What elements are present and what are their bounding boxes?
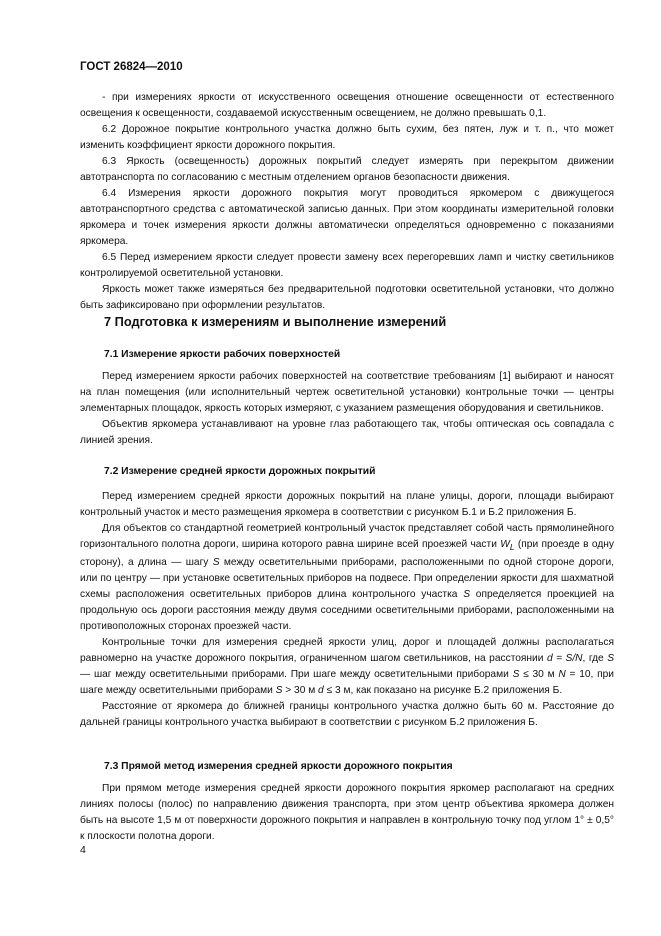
paragraph-6-5: 6.5 Перед измерением яркости следует провести замену всех перегоревших ламп и чистку светильников контролируемой осветительной установки.	[80, 252, 614, 279]
paragraph-7-1-2: Объектив яркомера устанавливают на уровне глаз работающего так, чтобы оптическая ось совпадала с линией зрения.	[80, 419, 614, 446]
subsection-7-2-body	[80, 489, 614, 731]
paragraph-6-4: 6.4 Измерения яркости дорожного покрытия могут проводиться яркомером с движущегося автотранспортного средства с автоматической записью данных. При этом координаты измерительной головки яркомера и точек измерения яркости должны автоматически определяться одновременно с показаниями яркомера.	[80, 188, 614, 247]
paragraph-6-5-note: Яркость может также измеряться без предварительной подготовки осветительной установки, что должно быть зафиксировано при оформлении результатов.	[80, 284, 614, 311]
subsection-7-3-title: 7.3 Прямой метод измерения средней яркости дорожного покрытия	[104, 761, 453, 772]
subsection-7-1-body	[80, 369, 614, 449]
paragraph-7-2-1: Перед измерением средней яркости дорожных покрытий на плане улицы, дороги, площади выбирают контрольный участок и место размещения яркомера в соответствии с рисунком Б.1 и Б.2 приложения Б.	[80, 491, 614, 518]
subsection-7-3-body	[80, 781, 614, 845]
paragraph-6-3: 6.3 Яркость (освещенность) дорожных покрытий следует измерять при перекрытом движении автотранспорта по согласованию с местным отделением органов безопасности движения.	[80, 156, 614, 183]
paragraph-6-2: 6.2 Дорожное покрытие контрольного участка должно быть сухим, без пятен, луж и т. п., что может изменить коэффициент яркости дорожного покрытия.	[80, 124, 614, 151]
paragraph-7-2-2: Для объектов со стандартной геометрией контрольный участок представляет собой часть прямолинейного горизонтального полотна дороги, ширина которого равна ширине всей проезжей части $W_L$ (при проезде в одну сторону), а длина — шагу S между осветительными приборами, расположенными по одной стороне дороги, или по центру — при установке осветительных приборов на подвесе. При определении яркости для шахматной схемы расположения осветительных приборов длина контрольного участка S определяется проекцией на продольную ось дороги расстояния между двумя соседними осветительными приборами, расположенными на противоположных сторонах проезжей части.	[80, 523, 615, 633]
paragraph-7-3-1: При прямом методе измерения средней яркости дорожного покрытия яркомер располагают на средних линиях полосы (полос) по направлению движения транспорта, при этом центр объектива яркомера должен быть на высоте 1,5 м от поверхности дорожного покрытия и направлен в контрольную точку под углом 1° ± 0,5° к плоскости полотна дороги.	[80, 783, 614, 842]
paragraph-7-2-3: Контрольные точки для измерения средней яркости улиц, дорог и площадей должны располагаться равномерно на участке дорожного покрытия, ограниченном шагом светильников, на расстоянии d = S/N, где S — шаг между осветительными приборами. При шаге между осветительными приборами S ≤ 30 м N = 10, при шаге между осветительными приборами S > 30 м d ≤ 3 м, как показано на рисунке Б.2 приложения Б.	[80, 637, 615, 697]
paragraph-illumination-ratio: - при измерениях яркости от искусственного освещения отношение освещенности от естественного освещения к освещенности, создаваемой искусственным освещением, не должно превышать 0,1.	[80, 92, 614, 119]
paragraph-7-1-1: Перед измерением яркости рабочих поверхностей на соответствие требованиям [1] выбирают и наносят на план помещения (или исполнительный чертеж осветительной установки) контрольные точки — центры элементарных площадок, яркость которых измеряют, с указанием размещения оборудования и светильников.	[80, 371, 614, 414]
subsection-7-1-title: 7.1 Измерение яркости рабочих поверхностей	[104, 349, 341, 360]
paragraph-7-2-4: Расстояние от яркомера до ближней границы контрольного участка должно быть 60 м. Расстояние до дальней границы контрольного участка выбирают в соответствии с рисунком Б.2 приложения Б.	[80, 701, 614, 729]
section-7-title: 7 Подготовка к измерениям и выполнение измерений	[104, 314, 447, 329]
page-number: 4	[80, 844, 86, 856]
subsection-7-2-title: 7.2 Измерение средней яркости дорожных покрытий	[104, 466, 376, 477]
standard-header: ГОСТ 26824—2010	[80, 61, 183, 73]
block-6-continued	[80, 90, 614, 314]
